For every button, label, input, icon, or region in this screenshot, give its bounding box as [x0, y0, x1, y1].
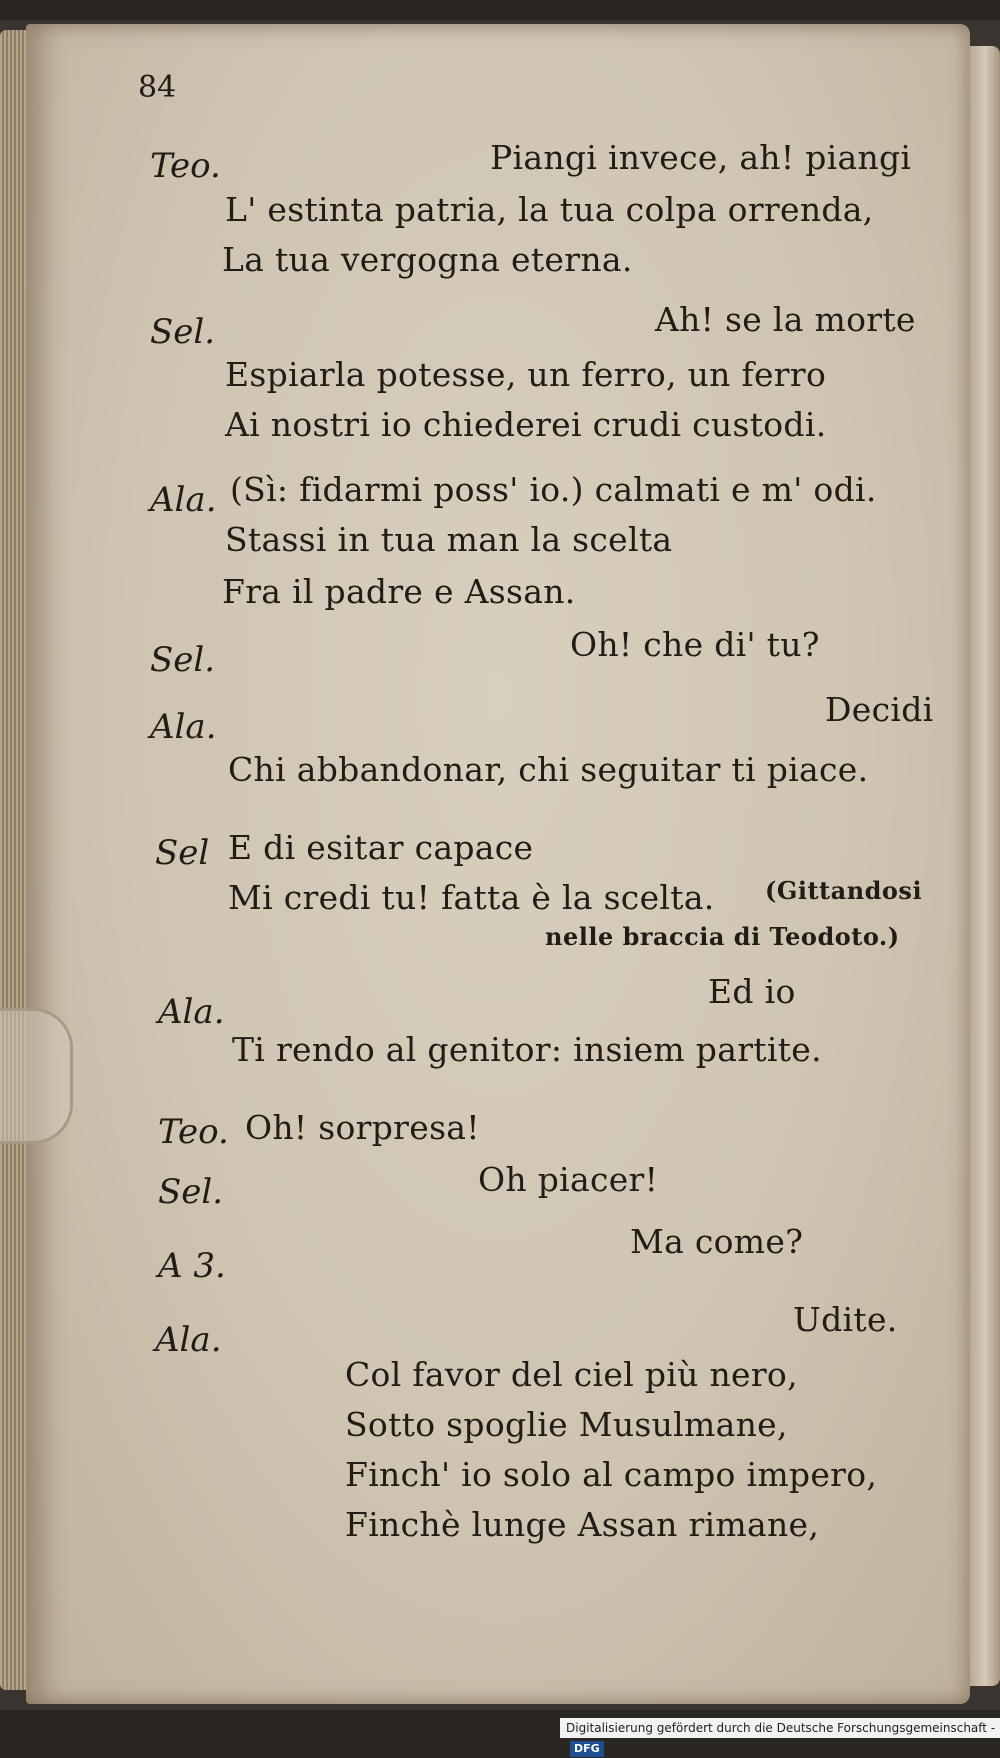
speaker-label: Teo. [150, 146, 221, 186]
verse-line: Ed io [708, 972, 796, 1011]
verse-line: Oh! che di' tu? [570, 625, 820, 664]
speaker-label: Sel. [150, 312, 216, 352]
speaker-label: A 3. [158, 1246, 226, 1286]
verse-line: Udite. [793, 1300, 898, 1339]
verse-line: La tua vergogna eterna. [222, 240, 633, 279]
verse-line: L' estinta patria, la tua colpa orrenda, [225, 190, 874, 229]
verse-line: Ti rendo al genitor: insiem partite. [232, 1030, 822, 1069]
verse-line: Ma come? [630, 1222, 804, 1261]
speaker-label: Sel. [150, 640, 216, 680]
page-stack-right [970, 46, 1000, 1686]
speaker-label: Teo. [158, 1112, 229, 1152]
dfg-logo: DFG [570, 1741, 604, 1757]
verse-line: Ai nostri io chiederei crudi custodi. [225, 405, 827, 444]
verse-line: Sotto spoglie Musulmane, [345, 1405, 788, 1444]
page-clip [0, 1008, 73, 1144]
verse-line: Col favor del ciel più nero, [345, 1355, 798, 1394]
verse-line: Oh piacer! [478, 1160, 659, 1199]
verse-line: Piangi invece, ah! piangi [490, 138, 912, 177]
verse-line: Fra il padre e Assan. [222, 572, 576, 611]
verse-line: Stassi in tua man la scelta [225, 520, 673, 559]
speaker-label: Ala. [155, 1320, 222, 1360]
speaker-label: Ala. [158, 992, 225, 1032]
verse-line: Decidi [825, 690, 934, 729]
verse-line: Espiarla potesse, un ferro, un ferro [225, 355, 827, 394]
page-stack-left [0, 30, 28, 1690]
verse-line: E di esitar capace [228, 828, 534, 867]
speaker-label: Ala. [150, 707, 217, 747]
verse-line: Mi credi tu! fatta è la scelta. [228, 878, 715, 917]
footer-text: Digitalisierung gefördert durch die Deutsche Forschungsgemeinschaft - [566, 1721, 996, 1735]
verse-line: (Sì: fidarmi poss' io.) calmati e m' odi. [230, 470, 877, 509]
speaker-label: Sel. [158, 1172, 224, 1212]
verse-line: Oh! sorpresa! [245, 1108, 480, 1147]
verse-line: Ah! se la morte [655, 300, 916, 339]
verse-line: Finch' io solo al campo impero, [345, 1455, 878, 1494]
speaker-label: Sel [155, 833, 210, 873]
page-number: 84 [138, 70, 177, 105]
digitization-footer [560, 1718, 1000, 1755]
verse-line: Finchè lunge Assan rimane, [345, 1505, 820, 1544]
stage-direction: nelle braccia di Teodoto.) [545, 922, 900, 951]
stage-direction: (Gittandosi [765, 876, 923, 905]
speaker-label: Ala. [150, 480, 217, 520]
verse-line: Chi abbandonar, chi seguitar ti piace. [228, 750, 869, 789]
